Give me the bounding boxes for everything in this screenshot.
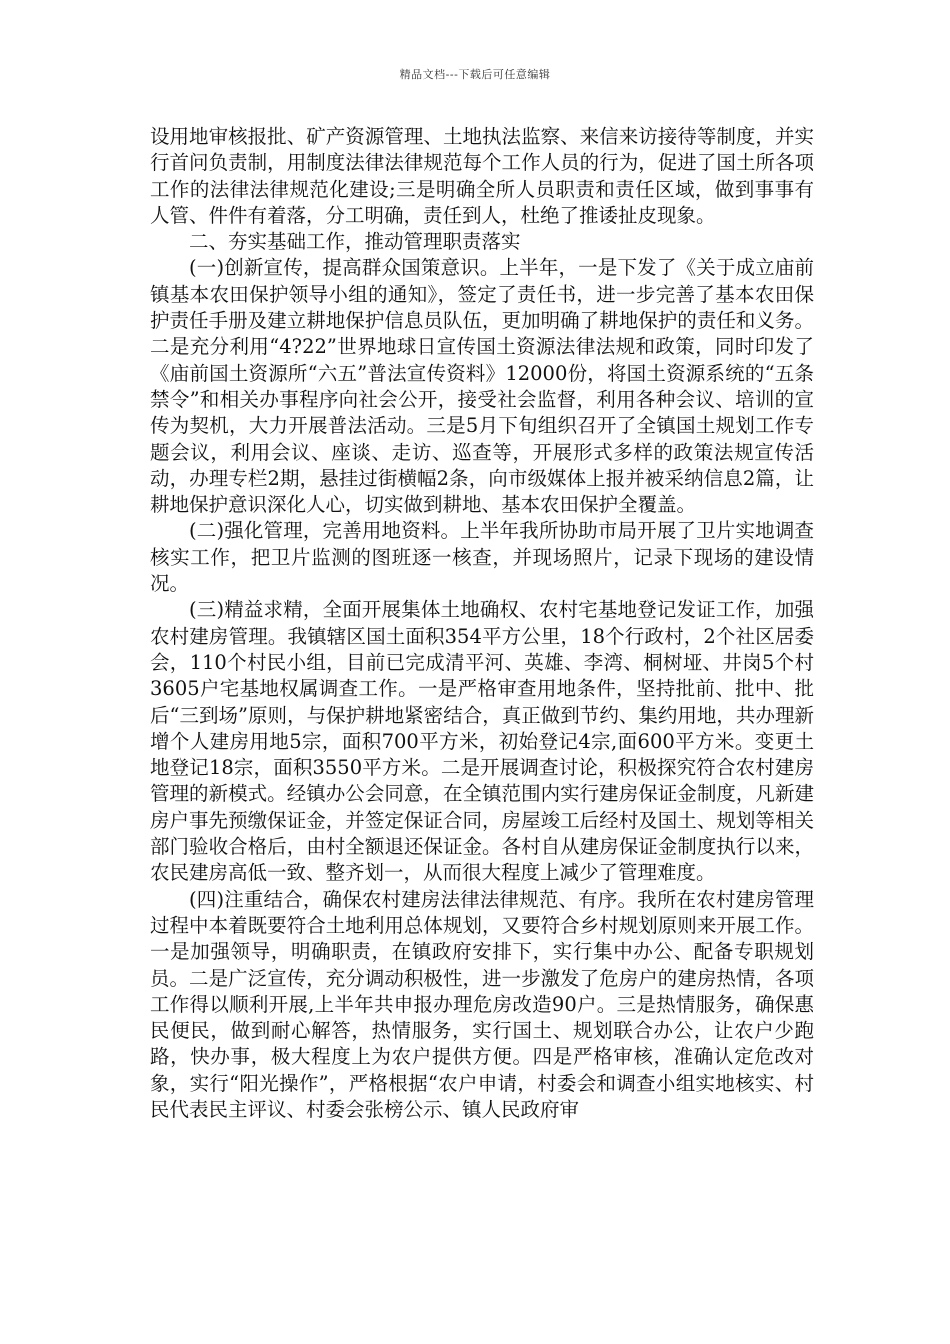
paragraph-2: (二)强化管理，完善用地资料。上半年我所协助市局开展了卫片实地调查核实工作，把卫片监测的图班逐一核查，并现场照片，记录下现场的建设情况。 bbox=[150, 519, 814, 596]
paragraph-intro: 设用地审核报批、矿产资源管理、土地执法监察、来信来访接待等制度，并实行首问负责制，用制度法律法律规范每个工作人员的行为，促进了国土所各项工作的法律法律规范化建设;三是明确全所人员职责和责任区域，做到事事有人管、件件有着落，分工明确，责任到人，杜绝了推诿扯皮现象。 bbox=[150, 125, 814, 227]
section-heading: 二、夯实基础工作，推动管理职责落实 bbox=[189, 230, 521, 254]
document-body bbox=[150, 124, 814, 1123]
paragraph-4: (四)注重结合，确保农村建房法律法律规范、有序。我所在农村建房管理过程中本着既要符合土地利用总体规划，又要符合乡村规划原则来开展工作。一是加强领导，明确职责，在镇政府安排下，实行集中办公、配备专职规划员。二是广泛宣传，充分调动积极性，进一步激发了危房户的建房热情，各项工作得以顺利开展,上半年共申报办理危房改造90户。三是热情服务，确保惠民便民，做到耐心解答，热情服务，实行国土、规划联合办公，让农户少跑路，快办事，极大程度上为农户提供方便。四是严格审核，准确认定危改对象，实行“阳光操作”，严格根据“农户申请，村委会和调查小组实地核实、村民代表民主评议、村委会张榜公示、镇人民政府审 bbox=[150, 887, 814, 1121]
paragraph-1: (一)创新宣传，提高群众国策意识。上半年，一是下发了《关于成立庙前镇基本农田保护领导小组的通知》，签定了责任书，进一步完善了基本农田保护责任手册及建立耕地保护信息员队伍，更加明确了耕地保护的责任和义务。二是充分利用“4?22”世界地球日宣传国土资源法律法规和政策，同时印发了《庙前国土资源所“六五”普法宣传资料》12000份，将国土资源系统的“五条禁令”和相关办事程序向社会公开，接受社会监督，利用各种会议、培训的宣传为契机，大力开展普法活动。三是5月下旬组织召开了全镇国土规划工作专题会议，利用会议、座谈、走访、巡查等，开展形式多样的政策法规宣传活动，办理专栏2期，悬挂过街横幅2条，向市级媒体上报并被采纳信息2篇，让耕地保护意识深化人心，切实做到耕地、基本农田保护全覆盖。 bbox=[150, 256, 814, 517]
paragraph-3: (三)精益求精，全面开展集体土地确权、农村宅基地登记发证工作，加强农村建房管理。我镇辖区国土面积354平方公里，18个行政村，2个社区居委会，110个村民小组，目前已完成清平河、英雄、李湾、桐树垭、井岗5个村3605户宅基地权属调查工作。一是严格审查用地条件，坚持批前、批中、批后“三到场”原则，与保护耕地紧密结合，真正做到节约、集约用地，共办理新增个人建房用地5宗，面积700平方米，初始登记4宗,面600平方米。变更土地登记18宗，面积3550平方米。二是开展调查讨论，积极探究符合农村建房管理的新模式。经镇办公会同意，在全镇范围内实行建房保证金制度，凡新建房户事先预缴保证金，并签定保证合同，房屋竣工后经村及国土、规划等相关部门验收合格后，由村全额退还保证金。各村自从建房保证金制度执行以来，农民建房高低一致、整齐划一，从而很大程度上减少了管理难度。 bbox=[150, 598, 814, 885]
page-header: 精品文档---下载后可任意编辑 bbox=[399, 68, 551, 81]
